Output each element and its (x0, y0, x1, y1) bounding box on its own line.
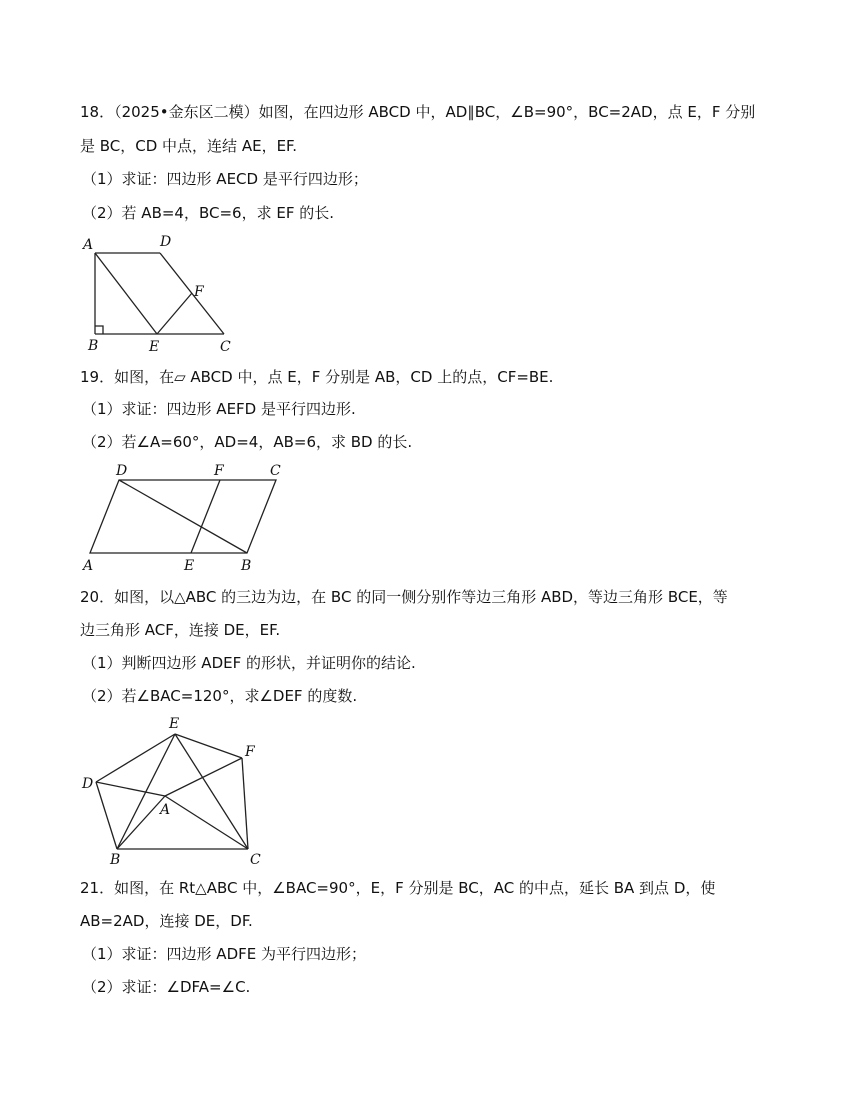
seg-db (119, 480, 247, 553)
problem-20-line-1: 20．如图，以△ABC 的三边为边，在 BC 的同一侧分别作等边三角形 ABD，等边三角形 BCE，等 (80, 588, 728, 606)
label-b: B (88, 338, 99, 354)
label-c: C (270, 463, 281, 479)
problem-21-line-1: 21．如图，在 Rt△ABC 中，∠BAC=90°，E，F 分别是 BC，AC 的中点，延长 BA 到点 D，使 (80, 879, 716, 897)
seg-ef (175, 734, 242, 758)
seg-ac (165, 796, 248, 849)
seg-da (96, 782, 165, 796)
label-c: C (220, 339, 231, 355)
label-e: E (169, 716, 180, 732)
seg-af (165, 758, 242, 796)
label-f: F (245, 744, 255, 760)
label-a: A (160, 802, 171, 818)
seg-ae (95, 253, 157, 334)
seg-db (96, 782, 117, 849)
seg-ab (117, 796, 165, 849)
problem-19-figure (80, 460, 290, 575)
problem-20-part-1: （1）判断四边形 ADEF 的形状，并证明你的结论. (82, 654, 416, 672)
label-a: A (83, 237, 94, 253)
problem-21-part-1: （1）求证：四边形 ADFE 为平行四边形； (82, 945, 366, 963)
label-d: D (116, 463, 128, 479)
problem-20-part-2: （2）若∠BAC=120°，求∠DEF 的度数. (82, 687, 358, 705)
label-b: B (110, 852, 121, 868)
label-d: D (82, 776, 94, 792)
label-a: A (83, 558, 94, 574)
problem-18-part-2: （2）若 AB=4，BC=6，求 EF 的长. (82, 204, 334, 222)
seg-ec (175, 734, 248, 849)
right-angle-mark (95, 326, 103, 334)
problem-20-figure (80, 712, 270, 867)
label-c: C (250, 852, 261, 868)
label-b: B (241, 558, 252, 574)
problem-19-line-1: 19．如图，在▱ ABCD 中，点 E，F 分别是 AB，CD 上的点，CF=BE. (80, 368, 554, 386)
problem-18-part-1: （1）求证：四边形 AECD 是平行四边形； (82, 170, 368, 188)
problem-20-line-2: 边三角形 ACF，连接 DE，EF. (80, 621, 281, 639)
problem-19-part-2: （2）若∠A=60°，AD=4，AB=6，求 BD 的长. (82, 433, 413, 451)
seg-ef (157, 293, 192, 334)
label-f: F (194, 284, 204, 300)
problem-18-line-1: 18．（2025•金东区二模）如图，在四边形 ABCD 中，AD∥BC，∠B=90°，BC=2AD，点 E，F 分别 (80, 103, 756, 121)
seg-ef (191, 480, 220, 553)
problem-18-figure (80, 230, 240, 355)
label-e: E (184, 558, 195, 574)
problem-19-part-1: （1）求证：四边形 AEFD 是平行四边形. (82, 400, 356, 418)
problem-18-line-2: 是 BC，CD 中点，连结 AE，EF. (80, 137, 298, 155)
label-f: F (214, 463, 224, 479)
problem-21-line-2: AB=2AD，连接 DE，DF. (80, 912, 253, 930)
problem-21-part-2: （2）求证：∠DFA=∠C. (82, 978, 251, 996)
seg-fc (242, 758, 248, 849)
label-d: D (160, 234, 172, 250)
label-e: E (149, 339, 160, 355)
